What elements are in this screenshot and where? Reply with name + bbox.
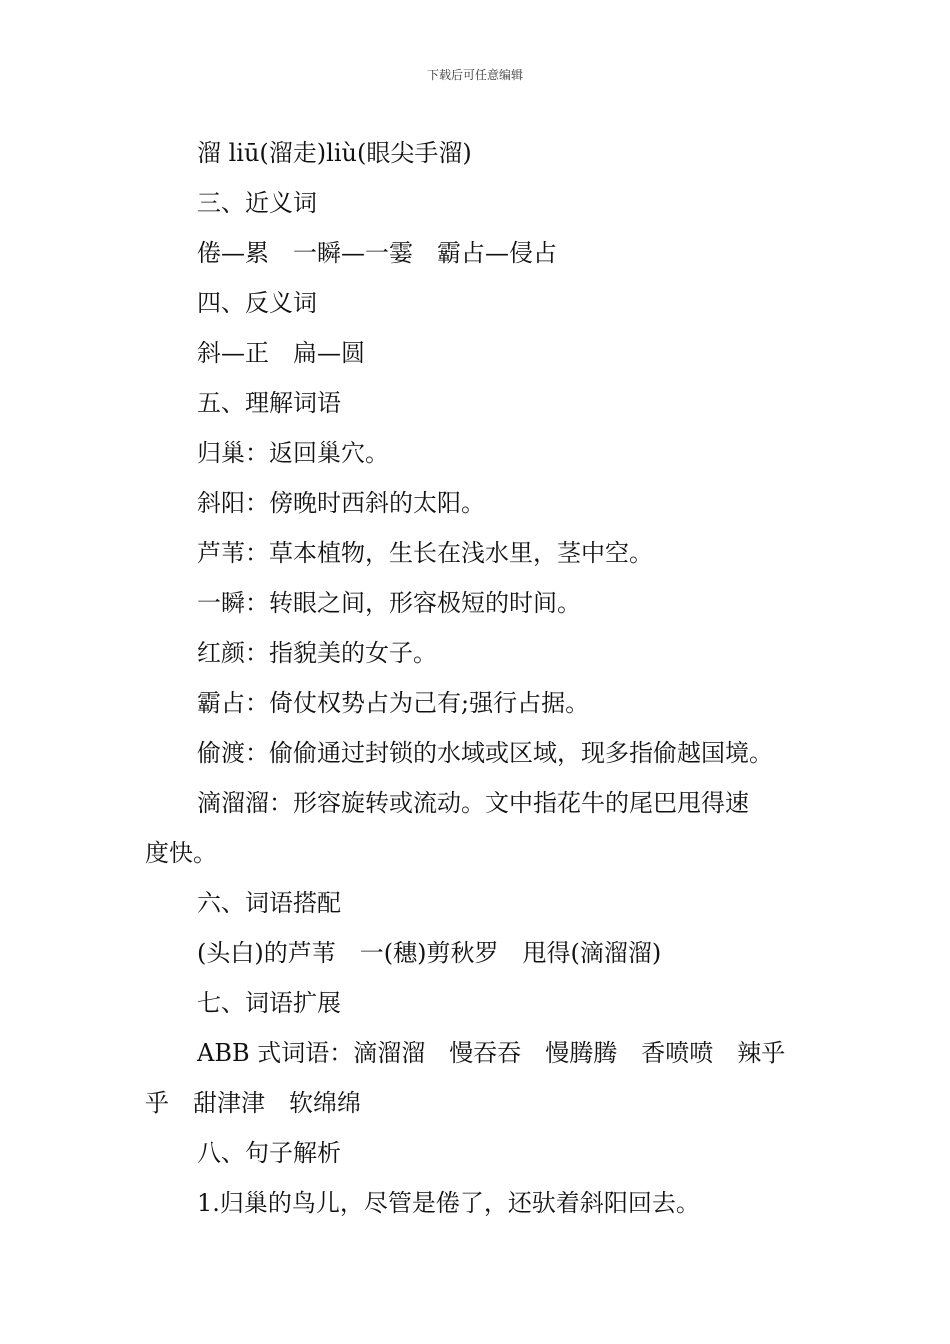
- text-line-definition: 偷渡：偷偷通过封锁的水域或区域，现多指偷越国境。: [197, 739, 773, 767]
- text-line-definition: 一瞬：转眼之间，形容极短的时间。: [197, 589, 581, 617]
- section-heading-word-expansion: 七、词语扩展: [197, 989, 341, 1017]
- text-line-synonyms: 倦—累 一瞬—一霎 霸占—侵占: [197, 239, 557, 267]
- text-line-antonyms: 斜—正 扁—圆: [197, 339, 365, 367]
- text-line-collocations: (头白)的芦苇 一(穗)剪秋罗 甩得(滴溜溜): [197, 939, 662, 967]
- page-header: 下载后可任意编辑: [426, 68, 523, 82]
- section-heading-sentence-analysis: 八、句子解析: [197, 1139, 341, 1167]
- document-body: [145, 128, 810, 1228]
- text-line-definition: 霸占：倚仗权势占为己有;强行占据。: [197, 689, 590, 717]
- text-line-definition-continued: 度快。: [145, 839, 217, 867]
- section-heading-synonyms: 三、近义词: [197, 189, 317, 217]
- text-line-abb-words: ABB 式词语：滴溜溜 慢吞吞 慢腾腾 香喷喷 辣乎: [197, 1039, 786, 1067]
- text-line-definition: 芦苇：草本植物，生长在浅水里，茎中空。: [197, 539, 653, 567]
- text-line-definition: 滴溜溜：形容旋转或流动。文中指花牛的尾巴甩得速: [197, 789, 749, 817]
- section-heading-understand-words: 五、理解词语: [197, 389, 341, 417]
- text-line-definition: 归巢：返回巢穴。: [197, 439, 389, 467]
- text-line-pronunciation: 溜 liū(溜走)liù(眼尖手溜): [197, 139, 472, 167]
- text-line-definition: 红颜：指貌美的女子。: [197, 639, 437, 667]
- text-line-definition: 斜阳：傍晚时西斜的太阳。: [197, 489, 485, 517]
- section-heading-antonyms: 四、反义词: [197, 289, 317, 317]
- text-line-abb-words-continued: 乎 甜津津 软绵绵: [145, 1089, 361, 1117]
- section-heading-collocations: 六、词语搭配: [197, 889, 341, 917]
- text-line-sentence: 1.归巢的鸟儿，尽管是倦了，还驮着斜阳回去。: [197, 1189, 700, 1217]
